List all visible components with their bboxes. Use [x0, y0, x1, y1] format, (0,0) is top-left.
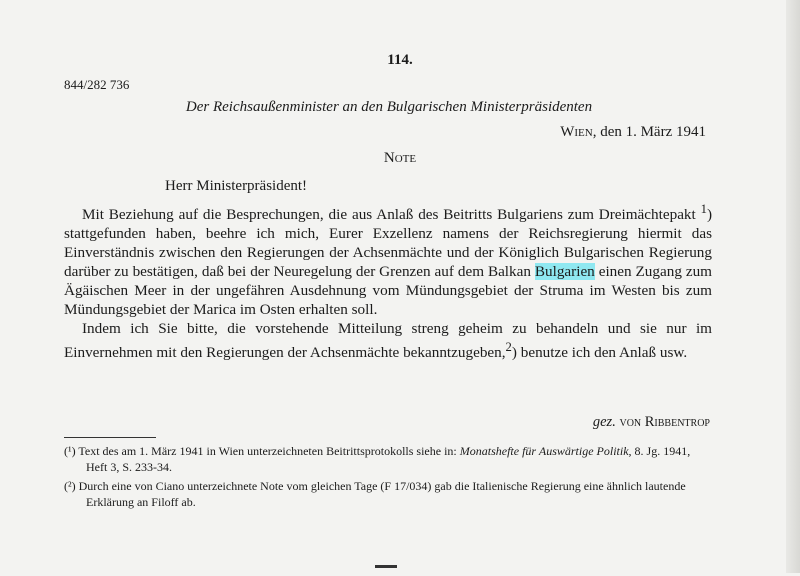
page-edge-shadow [786, 0, 800, 573]
reference-number: 844/282 736 [64, 77, 130, 92]
footnote-ref-2[interactable]: 2 [505, 340, 512, 355]
signature [593, 414, 710, 431]
date-text: , den 1. März 1941 [592, 124, 706, 140]
note-heading: Note [383, 150, 417, 166]
footnote-1-italic: Monatshefte für Auswärtige Politik, [459, 444, 632, 458]
footnote-1-text-a: (¹) Text des am 1. März 1941 in Wien unterzeichneten Beitrittsprotokolls siehe in: [64, 444, 460, 458]
footnote-1-text-b: 8. Jg. 1941, Heft 3, S. 233-34. [86, 444, 691, 474]
next-page-fragment [375, 565, 397, 576]
letter-body [64, 200, 712, 362]
document-number: 114. [387, 52, 413, 68]
date-line [560, 124, 706, 141]
paragraph-1-text-c: einen Zugang zum Ägäischen Meer in der ungefähren Ausdehnung vom Mündungsgebiet der Struma im Westen bis zum Mündungsgebiet der Marica im Osten erhalten soll. [64, 263, 712, 319]
footnote-1 [64, 443, 714, 475]
highlighted-word[interactable]: Bulgarien [534, 263, 595, 281]
footnote-2: (²) Durch eine von Ciano unterzeichnete Note vom gleichen Tage (F 17/034) gab die Italienische Regierung eine ähnlich lautende Erklärung an Filoff ab. [64, 479, 686, 509]
footnote-divider [64, 437, 156, 438]
signature-name: von Ribbentrop [619, 414, 710, 430]
paragraph-2-text-a: Indem ich Sie bitte, die vorstehende Mitteilung streng geheim zu behandeln und sie nur im Einvernehmen mit den Regierungen der Achsenmächte bekanntzugeben, [64, 320, 712, 362]
document-title: Der Reichsaußenminister an den Bulgarischen Ministerpräsidenten [185, 99, 593, 115]
salutation: Herr Ministerpräsident! [165, 178, 308, 194]
footnote-ref-1[interactable]: 1 [700, 202, 707, 216]
footnotes [64, 443, 714, 513]
paragraph-1 [64, 200, 712, 319]
date-city: Wien [560, 124, 593, 140]
paragraph-1-text-a: Mit Beziehung auf die Besprechungen, die aus Anlaß des Beitritts Bulgariens zum Dreimächtepakt [82, 206, 696, 224]
paragraph-1-text-b: ) stattgefunden haben, beehre ich mich, Eurer Exzellenz namens der Reichsregierung hiermit das Einverständnis zwischen den Regierungen der Achsenmächte und der Königlich Bulgarischen Regierung darüber zu bestätigen, daß bei der Neuregelung der Grenzen auf dem Balkan [64, 206, 712, 281]
signature-gez: gez. [592, 414, 616, 430]
paragraph-2 [64, 319, 712, 362]
paragraph-2-text-b: ) benutze ich den Anlaß usw. [511, 344, 688, 362]
